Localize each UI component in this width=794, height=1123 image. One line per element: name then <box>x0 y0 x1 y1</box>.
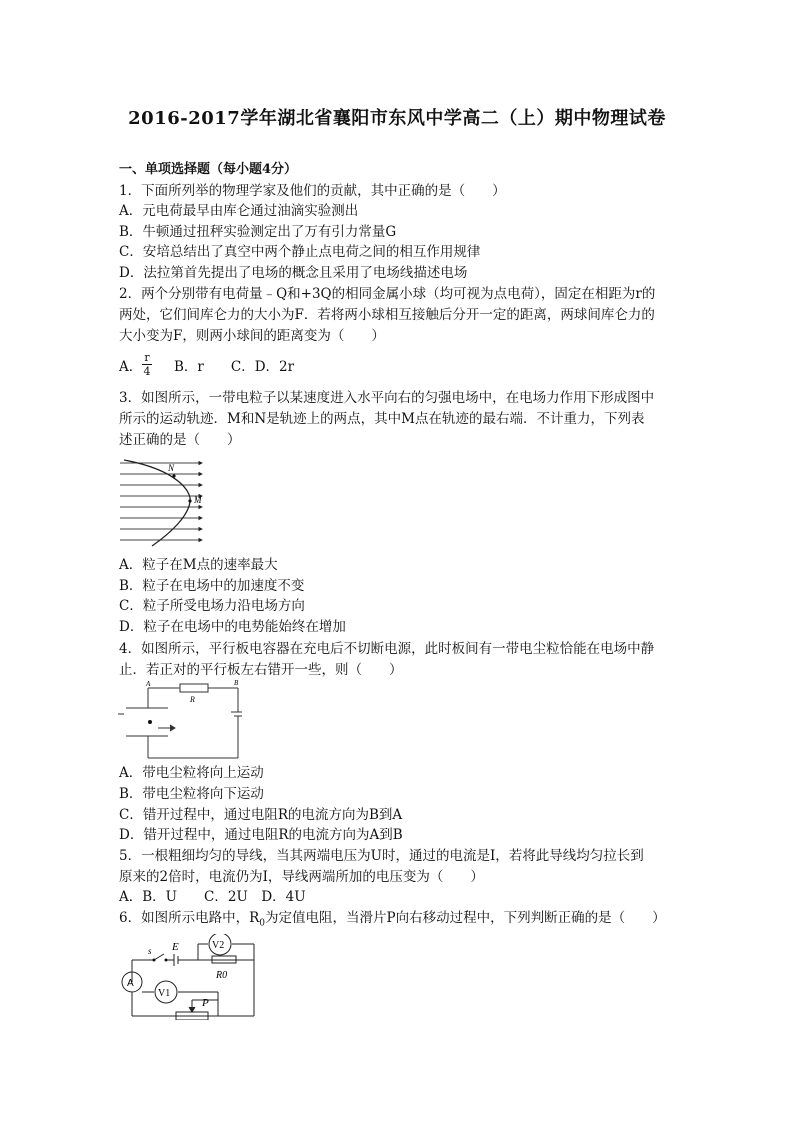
label-r0: R0 <box>216 970 228 981</box>
electric-field-trajectory-figure <box>118 456 208 548</box>
label-m: M <box>194 495 202 505</box>
q2-line-1: 2．两个分别带有电荷量﹣Q和+3Q的相同金属小球（均可视为点电荷），固定在相距为r的 <box>119 286 656 302</box>
ammeter-voltmeter-circuit-figure <box>118 934 260 1020</box>
q6-stem <box>119 909 666 933</box>
q3-option-a: A．粒子在M点的速率最大 <box>119 557 278 573</box>
q2-options-rest: B．r C．D．2r <box>174 359 295 375</box>
capacitor-circuit-figure <box>118 680 242 762</box>
q1-option-c: C．安培总结出了真空中两个静止点电荷之间的相互作用规律 <box>119 244 481 260</box>
label-p: P <box>202 997 209 1009</box>
q6-stem-pre: 6．如图所示电路中，R <box>119 910 260 926</box>
q2-line-3: 大小变为F，则两小球间的距离变为（ ） <box>119 328 385 344</box>
q4-line-2: 止．若正对的平行板左右错开一些，则（ ） <box>119 662 403 678</box>
label-b: B <box>234 680 239 687</box>
label-a: A <box>146 680 151 688</box>
q3-option-d: D．粒子在电场中的电势能始终在增加 <box>119 619 346 635</box>
q5-options: A．B．U C．2U D．4U <box>119 889 306 905</box>
q4-option-d: D．错开过程中，通过电阻R的电流方向为A到B <box>119 827 403 843</box>
q3-line-3: 述正确的是（ ） <box>119 432 241 448</box>
label-v2: V2 <box>212 940 225 951</box>
q4-option-a: A．带电尘粒将向上运动 <box>119 765 264 781</box>
label-v1: V1 <box>158 988 171 999</box>
q3-option-b: B．粒子在电场中的加速度不变 <box>119 578 305 594</box>
q4-line-1: 4．如图所示，平行板电容器在充电后不切断电源，此时板间有一带电尘粒恰能在电场中静 <box>119 641 655 657</box>
label-r: R <box>190 695 195 704</box>
q3-line-2: 所示的运动轨迹．M和N是轨迹上的两点，其中M点在轨迹的最右端．不计重力，下列表 <box>119 411 645 427</box>
q1-option-a: A．元电荷最早由库仑通过油滴实验测出 <box>119 203 359 219</box>
q4-option-c: C．错开过程中，通过电阻R的电流方向为B到A <box>119 807 403 823</box>
label-e: E <box>172 941 179 953</box>
q2-line-2: 两处，它们间库仑力的大小为F．若将两小球相互接触后分开一定的距离，两球间库仑力的 <box>119 307 655 323</box>
q1-option-d: D．法拉第首先提出了电场的概念且采用了电场线描述电场 <box>119 265 468 281</box>
q2-fraction <box>142 352 152 377</box>
q2-option-a-prefix: A． <box>119 359 143 375</box>
q2-fraction-numerator: r <box>144 351 150 364</box>
section-heading: 一、单项选择题（每小题4分） <box>119 162 298 177</box>
exam-title: 2016-2017学年湖北省襄阳市东风中学高二（上）期中物理试卷 <box>128 108 666 129</box>
label-ammeter: A <box>127 978 134 989</box>
q6-stem-post: 为定值电阻，当滑片P向右移动过程中，下列判断正确的是（ ） <box>265 910 666 926</box>
q3-option-c: C．粒子所受电场力沿电场方向 <box>119 598 305 614</box>
label-s: s <box>148 946 152 956</box>
q4-option-b: B．带电尘粒将向下运动 <box>119 786 264 802</box>
q2-fraction-denominator: 4 <box>143 365 151 378</box>
q3-line-1: 3．如图所示，一带电粒子以某速度进入水平向右的匀强电场中，在电场力作用下形成图中 <box>119 390 655 406</box>
q5-line-2: 原来的2倍时，电流仍为I，导线两端所加的电压变为（ ） <box>119 869 484 885</box>
q1-option-b: B．牛顿通过扭秤实验测定出了万有引力常量G <box>119 224 397 240</box>
q5-line-1: 5．一根粗细均匀的导线，当其两端电压为U时，通过的电流是I，若将此导线均匀拉长到 <box>119 848 644 864</box>
q1-stem: 1．下面所列举的物理学家及他们的贡献，其中正确的是（ ） <box>119 183 506 199</box>
label-n: N <box>168 463 175 473</box>
q6-stem-sub: 0 <box>259 918 265 929</box>
